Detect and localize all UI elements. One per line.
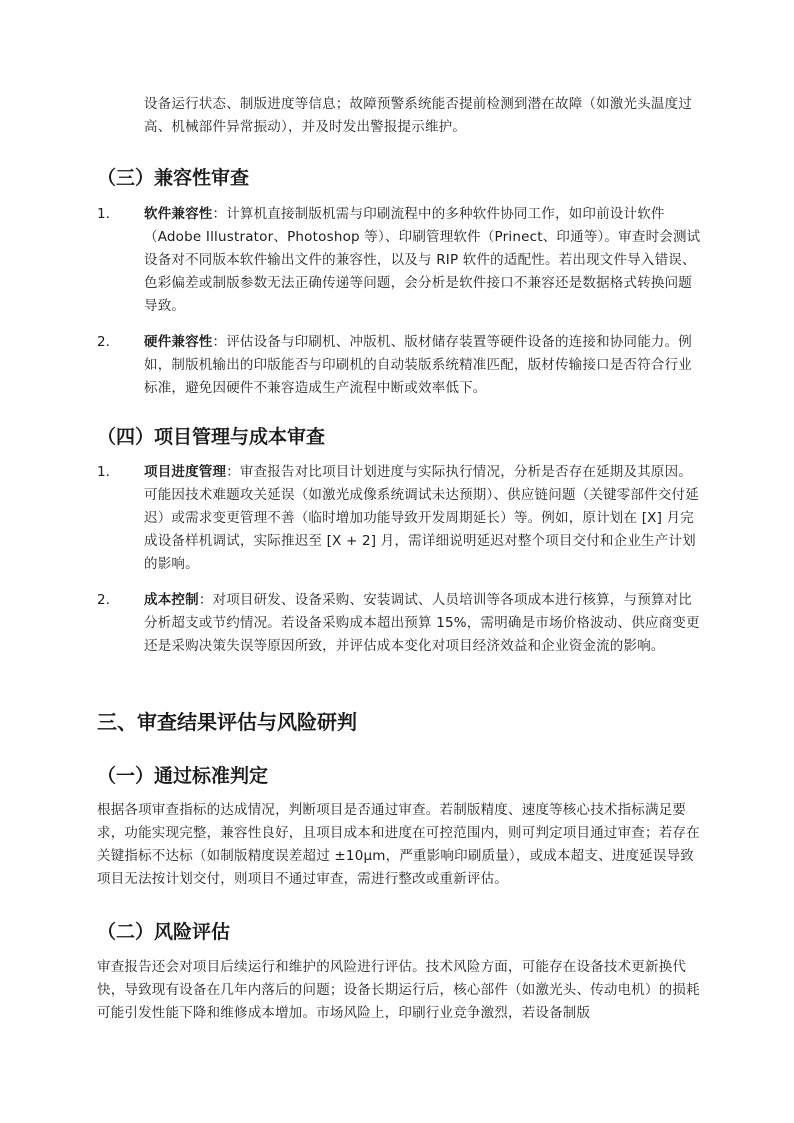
project-item-2-text: ：对项目研发、设备采购、安装调试、人员培训等各项成本进行核算，与预算对比分析超支或节约情况。若设备采购成本超出预算 15%，需明确是市场价格波动、供应商变更还是采购决策失误等原因所致，并评估成本变化对项目经济效益和企业资金流的影响。 xyxy=(144,592,700,654)
project-item-1 xyxy=(144,461,704,576)
compat-item-1 xyxy=(144,203,704,318)
compat-item-2-term: 硬件兼容性 xyxy=(144,334,213,350)
intro-paragraph: 设备运行状态、制版进度等信息；故障预警系统能否提前检测到潜在故障（如激光头温度过高、机械部件异常振动），并及时发出警报提示维护。 xyxy=(144,96,692,135)
compat-heading: （三）兼容性审查 xyxy=(97,167,250,189)
compat-item-2-text: ：评估设备与印刷机、冲版机、版材储存装置等硬件设备的连接和协同能力。例如，制版机输出的印版能否与印刷机的自动装版系统精准匹配，版材传输接口是否符合行业标准，避免因硬件不兼容造成生产流程中断或效率低下。 xyxy=(144,334,692,396)
compat-item-1-number: 1. xyxy=(97,206,110,222)
project-item-2 xyxy=(144,589,704,658)
compat-item-1-term: 软件兼容性 xyxy=(144,206,213,222)
project-item-2-term: 成本控制 xyxy=(144,592,199,608)
compat-item-1-text: ：计算机直接制版机需与印刷流程中的多种软件协同工作，如印前设计软件（Adobe Illustrator、Photoshop 等）、印刷管理软件（Prinect、印通等）。审查时会测试设备对不同版本软件输出文件的兼容性，以及与 RIP 软件的适配性。若出现文件导入错误、色彩偏差或制版参数无法正确传递等问题，会分析是软件接口不兼容还是数据格式转换问题导致。 xyxy=(144,206,701,314)
compat-item-2 xyxy=(144,331,704,400)
project-item-1-number: 1. xyxy=(97,464,110,480)
project-item-1-text: ：审查报告对比项目计划进度与实际执行情况，分析是否存在延期及其原因。可能因技术难题攻关延误（如激光成像系统调试未达预期）、供应链问题（关键零部件交付延迟）或需求变更管理不善（临时增加功能导致开发周期延长）等。例如，原计划在 [X] 月完成设备样机调试，实际推迟至 [X + 2] 月，需详细说明延迟对整个项目交付和企业生产计划的影响。 xyxy=(144,464,699,572)
section-3-heading: 三、审查结果评估与风险研判 xyxy=(97,710,357,734)
risk-paragraph: 审查报告还会对项目后续运行和维护的风险进行评估。技术风险方面，可能存在设备技术更新换代快，导致现有设备在几年内落后的问题；设备长期运行后，核心部件（如激光头、传动电机）的损耗可能引发性能下降和维修成本增加。市场风险上，印刷行业竞争激烈，若设备制版 xyxy=(97,959,700,1021)
risk-heading: （二）风险评估 xyxy=(97,921,231,943)
compat-item-2-number: 2. xyxy=(97,334,110,350)
project-item-2-number: 2. xyxy=(97,592,110,608)
project-heading: （四）项目管理与成本审查 xyxy=(97,426,326,448)
pass-heading: （一）通过标准判定 xyxy=(97,765,269,787)
project-item-1-term: 项目进度管理 xyxy=(144,464,227,480)
pass-paragraph: 根据各项审查指标的达成情况，判断项目是否通过审查。若制版精度、速度等核心技术指标满足要求，功能实现完整，兼容性良好，且项目成本和进度在可控范围内，则可判定项目通过审查；若存在关键指标不达标（如制版精度误差超过 ±10μm，严重影响印刷质量），或成本超支、进度延误导致项目无法按计划交付，则项目不通过审查，需进行整改或重新评估。 xyxy=(97,802,700,887)
